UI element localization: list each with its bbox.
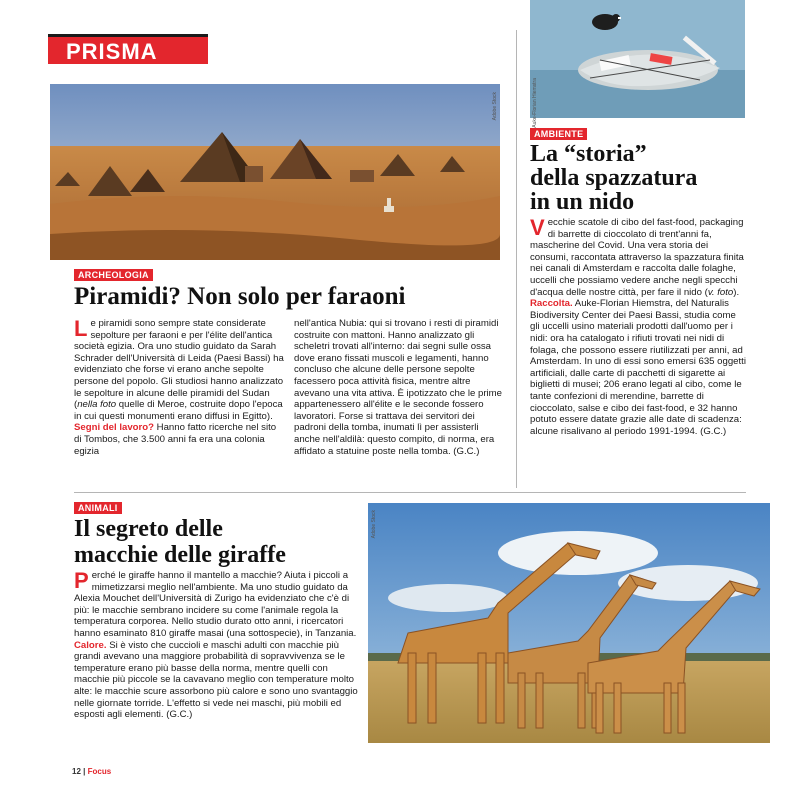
dropcap: L	[74, 316, 88, 341]
nest-photo	[530, 0, 745, 118]
headline-pyramids: Piramidi? Non solo per faraoni	[74, 283, 406, 310]
page-number: 12	[72, 767, 81, 776]
nest-body: Vecchie scatole di cibo del fast-food, packaging di barrette di cioccolato di trent'anni fa, mascherine del Covid. Una vera storia dei consumi, raccontata attraverso la spazzatura finita nei canali di Amsterdam e raccolta dalle folaghe, uccelli che possiamo vedere anche negli specchi d'acqua delle nostre città, per fare il nido (v. foto). Raccolta. Auke-Florian Hiemstra, del Naturalis Biodiversity Center dei Paesi Bassi, studia come gli uccelli usino materiali prodotti dall'uomo per i nidi: ora ha catalogato i rifiuti trovati nei nidi di folaga, che possono essere riutilizzati per anni, ad Amsterdam. In uno di essi sono emersi 635 oggetti artificiali, dalle carte di pacchetti di sigarette ai biglietti di musei; 206 erano legati al cibo, come le tante confezioni di merendine, barrette di cioccolato, salse e cibo dei fast-food, e 32 hanno potuto essere datate grazie alle date di scadenza: alcune risalivano al periodo 1991-1994. (G.C.)	[530, 215, 746, 437]
photo-credit: Auke-Florian Hiemstra	[532, 78, 538, 128]
page-footer: 12 | Focus	[72, 767, 112, 776]
kicker-archeologia: ARCHEOLOGIA	[74, 269, 153, 281]
kicker-animali: ANIMALI	[74, 502, 122, 514]
headline-giraffes: Il segreto delle macchie delle giraffe	[74, 516, 286, 568]
photo-credit: Adobe Stock	[492, 92, 498, 121]
headline-nest: La “storia” della spazzatura in un nido	[530, 141, 698, 215]
giraffes-photo	[368, 503, 770, 743]
dropcap: V	[530, 215, 545, 240]
section-tag: PRISMA	[48, 34, 208, 64]
pyramids-col-1: Le piramidi sono sempre state considerate sepolture per faraoni e per l'élite dell'antica società egizia. Ora uno studio guidato da Sarah Schrader dell'Università di Leida (Paesi Bassi) ha evidenziato che forse vi erano anche sepolte persone del popolo. Gli studiosi hanno analizzato le sepolture in alcune delle piramidi del Sudan (nella foto quelle di Meroe, costruite dopo l'epoca in cui questi monumenti erano diffusi in Egitto). Segni del lavoro? Hanno fatto ricerche nel sito di Tombos, che 3.500 anni fa era una colonia egizia	[74, 316, 284, 457]
subhead: Raccolta.	[530, 298, 573, 310]
pyramids-photo	[50, 84, 500, 260]
brand-name: Focus	[87, 767, 112, 776]
pyramids-col-2: nell'antica Nubia: qui si trovano i resti di piramidi costruite con mattoni. Hanno analizzato gli scheletri trovati all'interno: dai segni sulle ossa dove erano fissati muscoli e legamenti, hanno concluso che alcune delle persone sepolte facessero poca attività fisica, mentre altre avevano una vita attiva. È ipotizzato che le prime appartenessero all'élite e le seconde fossero lavoratori. Forse si trattava dei servitori dei padroni della tomba, inumati lì per assisterli anche nell'aldilà: questo compito, di norma, era affidato a statuine poste nella tomba. (G.C.)	[294, 318, 502, 457]
section-divider	[74, 492, 746, 493]
column-divider	[516, 30, 517, 488]
kicker-ambiente: AMBIENTE	[530, 128, 587, 140]
photo-credit: Adobe Stock	[371, 510, 377, 539]
subhead: Segni del lavoro?	[74, 422, 154, 434]
giraffes-body: Perché le giraffe hanno il mantello a macchie? Aiuta i piccoli a mimetizzarsi meglio nell'ambiente. Ma uno studio guidato da Alexia Mouchet dell'Università di Zurigo ha evidenziato che c'è di più: le macchie sembrano incidere su come l'animale regola la temperatura corporea. Nello studio durato otto anni, i ricercatori hanno esaminato 810 giraffe masai (una sottospecie), in Tanzania. Calore. Si è visto che cuccioli e maschi adulti con macchie più grandi avevano una maggiore probabilità di sopravvivenza se le temperature erano più basse della norma, mentre quelli con macchie più piccole se la cavavano meglio con temperature molto alte: le macchie scure assorbono più calore e sono uno svantaggio nelle giornate torride. L'effetto si vede nei maschi, più mobili ed esposti agli elementi. (G.C.)	[74, 568, 358, 721]
dropcap: P	[74, 568, 89, 593]
subhead: Calore.	[74, 639, 107, 651]
